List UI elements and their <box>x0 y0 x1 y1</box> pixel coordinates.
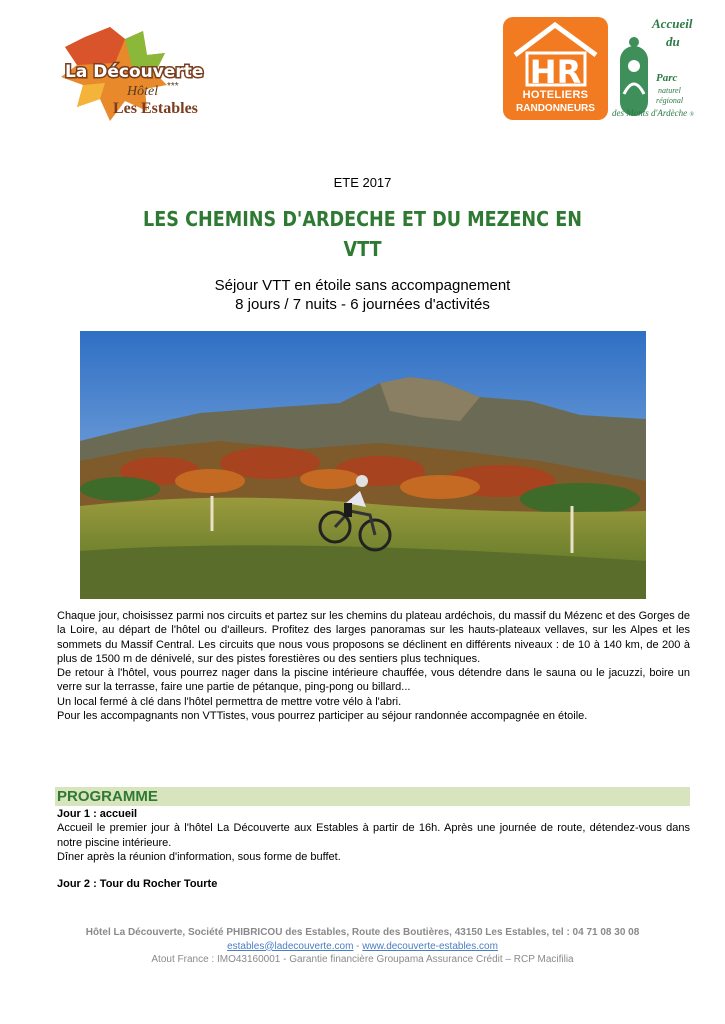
page-subtitle <box>0 276 725 314</box>
parc-emblem-icon <box>614 34 654 118</box>
hotel-logo-brand: La Découverte <box>65 62 204 82</box>
title-line1: LES CHEMINS D'ARDECHE ET DU MEZENC EN <box>143 207 582 231</box>
day1-section <box>57 807 690 864</box>
email-link[interactable]: estables@ladecouverte.com <box>227 940 354 952</box>
day1-text2: Dîner après la réunion d'information, sous forme de buffet. <box>57 850 341 863</box>
hotel-logo-stars: *** <box>167 81 179 92</box>
footer <box>0 926 725 967</box>
hotel-logo-location: Les Estables <box>113 100 198 117</box>
parc-accueil: Accueil <box>652 16 693 31</box>
hr-letters: HR <box>529 53 582 91</box>
programme-heading: PROGRAMME <box>57 788 158 805</box>
hotel-logo <box>55 25 215 125</box>
day1-title: Jour 1 : accueil <box>57 808 138 820</box>
intro-paragraph-4: Pour les accompagnants non VTTistes, vous pourrez participer au séjour randonnée accompagnée en étoile. <box>57 710 588 723</box>
parc-regional: régional <box>656 96 684 105</box>
intro-text <box>57 609 690 723</box>
hoteliers-randonneurs-logo <box>503 17 608 120</box>
parc-monts: des Monts d'Ardèche ® <box>612 108 694 118</box>
subtitle-line2: 8 jours / 7 nuits - 6 journées d'activités <box>235 296 490 313</box>
page-title <box>44 204 682 264</box>
footer-address: Hôtel La Découverte, Société PHIBRICOU des Estables, Route des Boutières, 43150 Les Estables, tel : 04 71 08 30 08 <box>85 927 640 938</box>
subtitle-line1: Séjour VTT en étoile sans accompagnement <box>214 277 511 294</box>
title-line2: VTT <box>343 237 382 261</box>
parc-du: du <box>666 34 680 49</box>
hr-line2: RANDONNEURS <box>516 103 595 114</box>
hr-line1: HOTELIERS <box>522 89 589 101</box>
footer-contact <box>0 940 725 954</box>
intro-paragraph-3: Un local fermé à clé dans l'hôtel permettra de mettre votre vélo à l'abri. <box>57 695 402 708</box>
parc-naturel-logo <box>612 12 692 152</box>
intro-paragraph-1: Chaque jour, choisissez parmi nos circuits et partez sur les chemins du plateau ardéchois, du massif du Mézenc et des Gorges de la Loire, au départ de l'hôtel ou d'ailleurs. Profitez des larges panoramas sur les hauts-plateaux vellaves, sur les Alpes et les sommets du Massif Central. Les circuits que nous vous proposons se déclinent en différents niveaux : de 10 à 140 km, de 200 à plus de 1500 m de dénivelé, sur des pistes forestières ou des sentiers plus techniques. <box>57 610 690 665</box>
parc-parc: Parc <box>656 72 678 84</box>
footer-separator: - <box>353 940 363 952</box>
mountain-biking-photo <box>80 331 646 599</box>
website-link[interactable]: www.decouverte-estables.com <box>362 940 498 952</box>
hotel-logo-subtitle: Hôtel <box>127 84 159 99</box>
footer-legal: Atout France : IMO43160001 - Garantie financière Groupama Assurance Crédit – RCP Macifilia <box>151 954 574 965</box>
day2-title: Jour 2 : Tour du Rocher Tourte <box>57 878 218 890</box>
parc-naturel: naturel <box>658 86 681 95</box>
day1-text: Accueil le premier jour à l'hôtel La Découverte aux Estables à partir de 16h. Après une journée de route, détendez-vous dans notre piscine intérieure. <box>57 822 690 849</box>
season-label: ETE 2017 <box>333 175 392 190</box>
intro-paragraph-2: De retour à l'hôtel, vous pourrez nager dans la piscine intérieure chauffée, vous détendre dans le sauna ou le jacuzzi, boire un verre sur la terrasse, faire une partie de pétanque, ping-pong ou billard... <box>57 667 690 694</box>
